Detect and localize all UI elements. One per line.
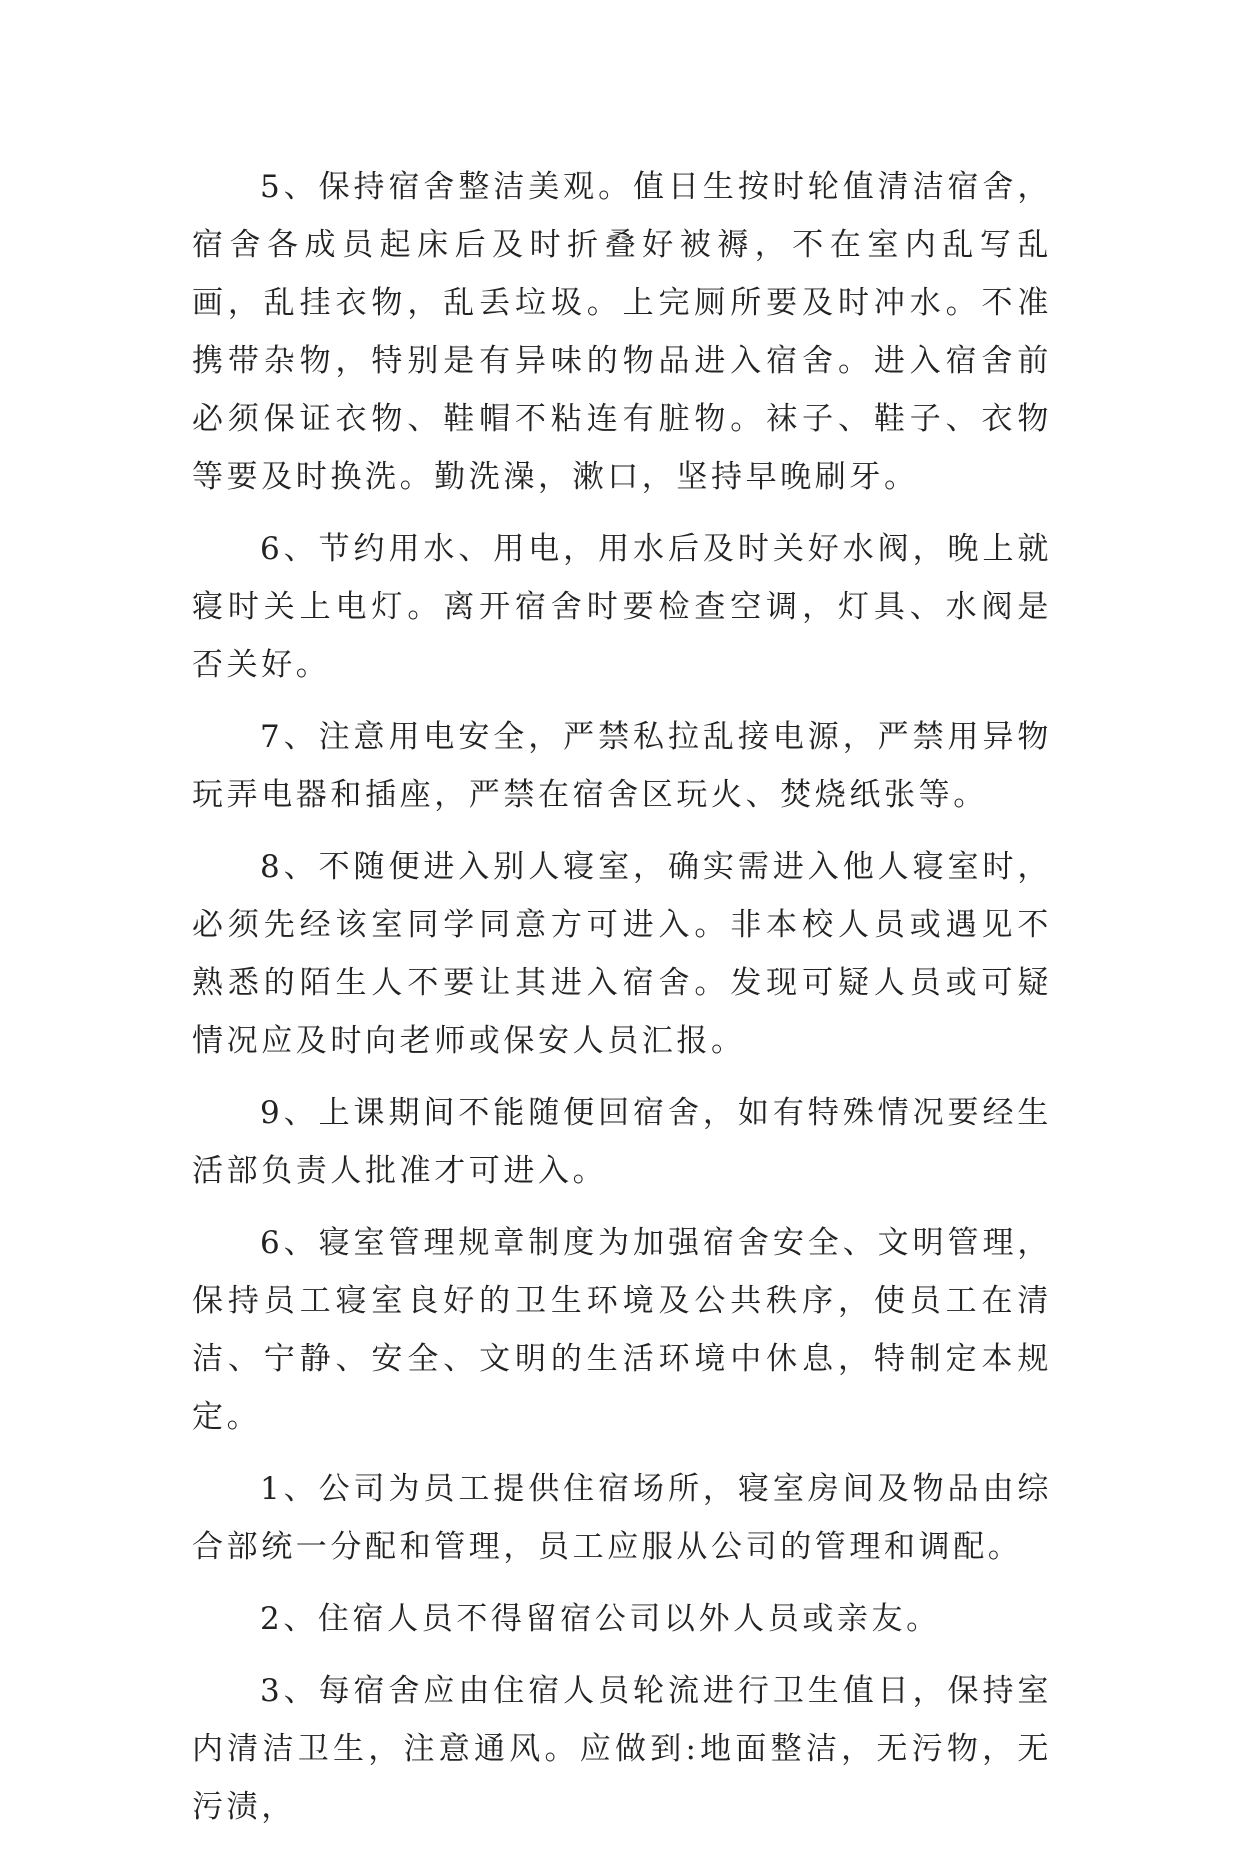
paragraph-section-6-rule-3: 3、每宿舍应由住宿人员轮流进行卫生值日，保持室内清洁卫生，注意通风。应做到:地面整洁，无污物，无污渍， xyxy=(192,1673,1052,1825)
paragraph-rule-9: 9、上课期间不能随便回宿舍，如有特殊情况要经生活部负责人批准才可进入。 xyxy=(192,1095,1052,1189)
paragraph-rule-7: 7、注意用电安全，严禁私拉乱接电源，严禁用异物玩弄电器和插座，严禁在宿舍区玩火、焚烧纸张等。 xyxy=(192,719,1052,813)
paragraph-section-6-rule-1: 1、公司为员工提供住宿场所，寝室房间及物品由综合部统一分配和管理，员工应服从公司的管理和调配。 xyxy=(192,1471,1052,1565)
paragraph-rule-5: 5、保持宿舍整洁美观。值日生按时轮值清洁宿舍，宿舍各成员起床后及时折叠好被褥，不在室内乱写乱画，乱挂衣物，乱丢垃圾。上完厕所要及时冲水。不准携带杂物，特别是有异味的物品进入宿舍。进入宿舍前必须保证衣物、鞋帽不粘连有脏物。袜子、鞋子、衣物等要及时换洗。勤洗澡，漱口，坚持早晚刷牙。 xyxy=(192,169,1052,495)
paragraph-rule-8: 8、不随便进入别人寝室，确实需进入他人寝室时，必须先经该室同学同意方可进入。非本校人员或遇见不熟悉的陌生人不要让其进入宿舍。发现可疑人员或可疑情况应及时向老师或保安人员汇报。 xyxy=(192,849,1052,1059)
paragraph-rule-6: 6、节约用水、用电，用水后及时关好水阀，晚上就寝时关上电灯。离开宿舍时要检查空调，灯具、水阀是否关好。 xyxy=(192,531,1052,683)
paragraph-section-6-intro: 6、寝室管理规章制度为加强宿舍安全、文明管理，保持员工寝室良好的卫生环境及公共秩序，使员工在清洁、宁静、安全、文明的生活环境中休息，特制定本规定。 xyxy=(192,1225,1052,1435)
document-body xyxy=(192,158,1052,1850)
paragraph-section-6-rule-2: 2、住宿人员不得留宿公司以外人员或亲友。 xyxy=(260,1601,941,1637)
